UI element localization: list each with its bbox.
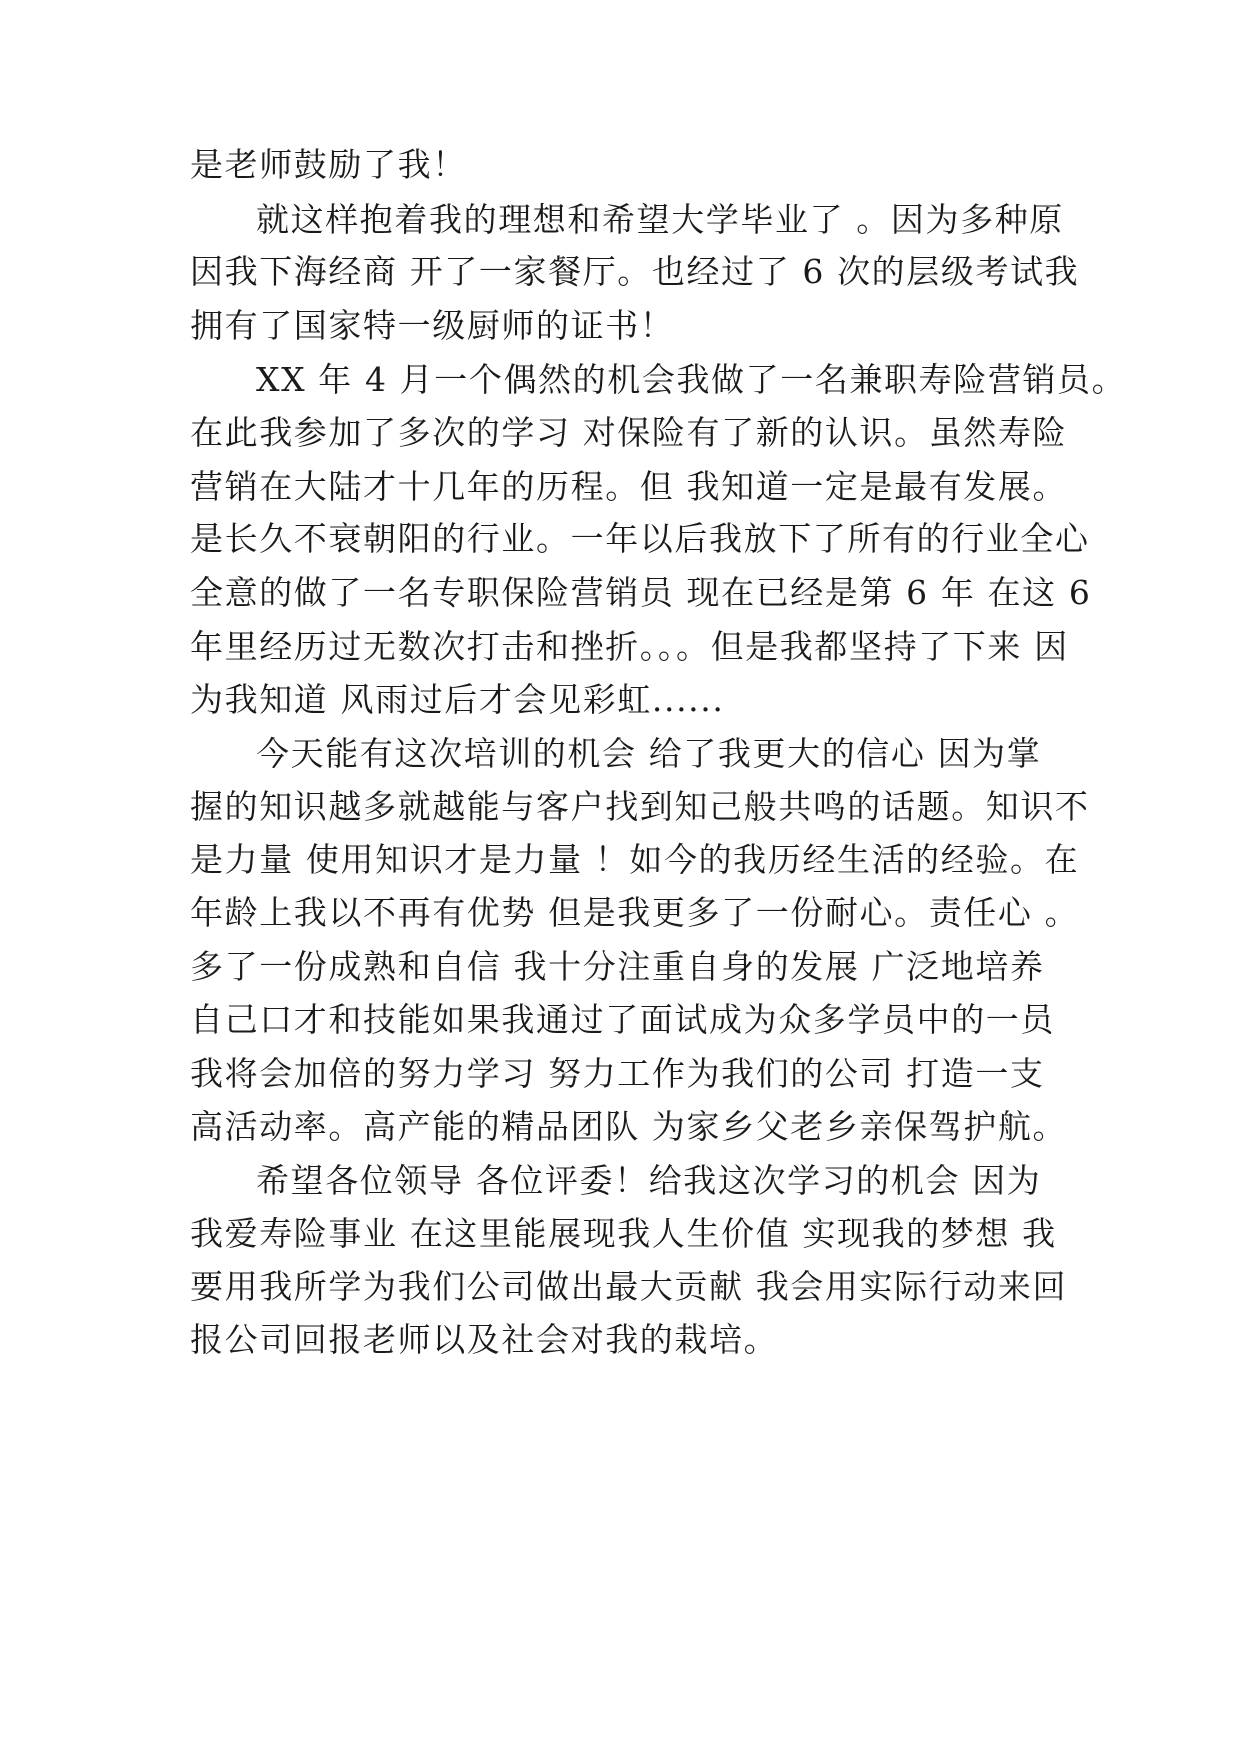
- text-line: 营销在大陆才十几年的历程。但 我知道一定是最有发展。: [190, 467, 1068, 506]
- text-line: 在此我参加了多次的学习 对保险有了新的认识。虽然寿险: [190, 413, 1068, 452]
- text-line: 我爱寿险事业 在这里能展现我人生价值 实现我的梦想 我: [190, 1214, 1057, 1253]
- text-line: 拥有了国家特一级厨师的证书！: [190, 306, 675, 345]
- text-line: 高活动率。高产能的精品团队 为家乡父老乡亲保驾护航。: [190, 1107, 1068, 1146]
- paragraph-start-line: 今天能有这次培训的机会 给了我更大的信心 因为掌: [256, 734, 1042, 773]
- text-line: 年里经历过无数次打击和挫折。。。但是我都坚持了下来 因: [190, 627, 1069, 666]
- text-line: 多了一份成熟和自信 我十分注重自身的发展 广泛地培养: [190, 947, 1045, 986]
- text-line: 因我下海经商 开了一家餐厅。也经过了 6 次的层级考试我: [190, 252, 1080, 291]
- text-line: 要用我所学为我们公司做出最大贡献 我会用实际行动来回: [190, 1267, 1068, 1306]
- text-line: 是老师鼓励了我！: [190, 145, 467, 184]
- text-line: 握的知识越多就越能与客户找到知己般共鸣的话题。知识不: [190, 787, 1090, 826]
- text-line: 全意的做了一名专职保险营销员 现在已经是第 6 年 在这 6: [190, 573, 1092, 612]
- text-line: 年龄上我以不再有优势 但是我更多了一份耐心。责任心 。: [190, 893, 1080, 932]
- text-line: 报公司回报老师以及社会对我的栽培。: [190, 1320, 779, 1359]
- text-line: 我将会加倍的努力学习 努力工作为我们的公司 打造一支: [190, 1054, 1045, 1093]
- paragraph-start-line: 就这样抱着我的理想和希望大学毕业了 。因为多种原: [256, 200, 1064, 239]
- text-line: 是力量 使用知识才是力量 ！如今的我历经生活的经验。在: [190, 840, 1080, 879]
- text-line: 为我知道 风雨过后才会见彩虹......: [190, 680, 725, 719]
- paragraph-start-line: 希望各位领导 各位评委！给我这次学习的机会 因为: [256, 1161, 1042, 1200]
- text-line: 是长久不衰朝阳的行业。一年以后我放下了所有的行业全心: [190, 519, 1090, 558]
- text-line: 自己口才和技能如果我通过了面试成为众多学员中的一员: [190, 1000, 1055, 1039]
- paragraph-start-line: XX 年 4 月一个偶然的机会我做了一名兼职寿险营销员。: [256, 360, 1127, 399]
